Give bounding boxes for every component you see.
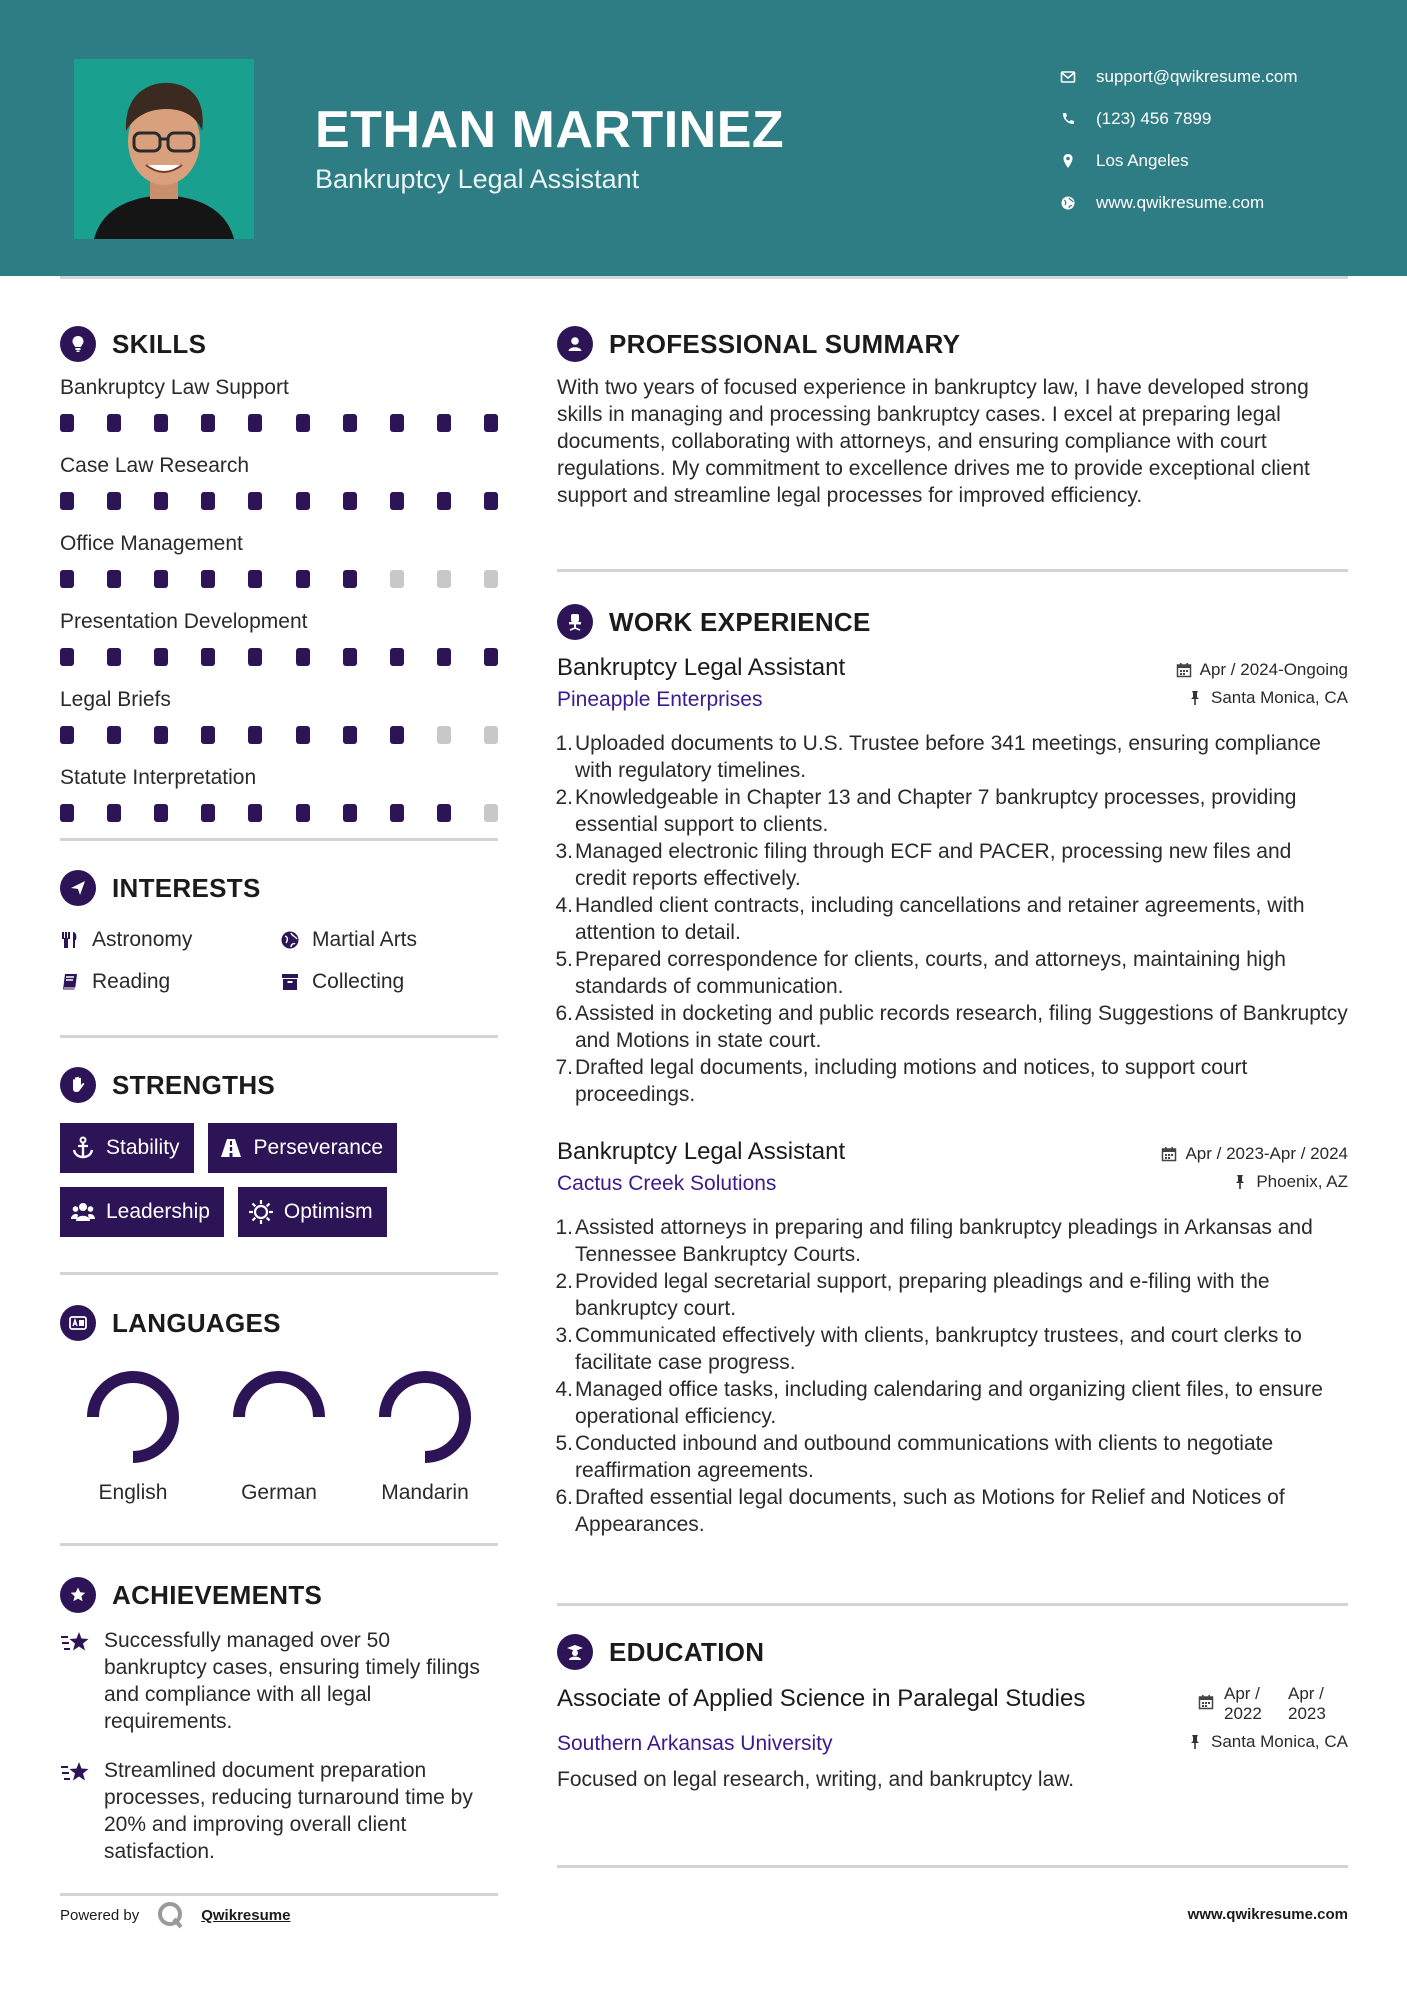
sun-icon: [248, 1199, 274, 1225]
contact-phone-text: (123) 456 7899: [1096, 109, 1212, 128]
education-header: [557, 1684, 1348, 1724]
skill-dot-filled: [390, 804, 404, 822]
education-location-text: Santa Monica, CA: [1210, 1732, 1348, 1751]
section-divider: [60, 1893, 498, 1896]
duty-item: 4. Managed office tasks, including calendaring and organizing client files, to ensure operational efficiency.: [555, 1378, 1323, 1428]
job-dates: [1176, 660, 1348, 680]
duty-text: Uploaded documents to U.S. Trustee before 341 meetings, ensuring compliance with regulatory timelines.: [575, 732, 1321, 782]
skill-name: Legal Briefs: [60, 688, 171, 711]
interest-label: Collecting: [312, 970, 405, 993]
duties-list: [557, 1214, 1348, 1538]
skill-dot-filled: [343, 648, 357, 666]
duty-item: 2. Knowledgeable in Chapter 13 and Chapter 7 bankruptcy processes, providing essential support to clients.: [555, 786, 1297, 836]
skill-dot-filled: [343, 414, 357, 432]
profile-photo: [74, 59, 254, 239]
languages-list: [60, 1367, 498, 1505]
languages-section: [60, 1305, 498, 1505]
interest-label: Martial Arts: [312, 928, 418, 951]
skills-heading: [60, 326, 498, 362]
paper-plane-icon: [60, 870, 96, 906]
skill-dot-filled: [248, 414, 262, 432]
anchor-icon: [70, 1135, 96, 1161]
skill-dot-filled: [343, 726, 357, 744]
interest-label: Astronomy: [92, 928, 193, 951]
skill-dot-filled: [60, 414, 74, 432]
skill-item: [60, 610, 498, 666]
skill-dot-empty: [484, 570, 498, 588]
calendar-icon: [1198, 1694, 1214, 1710]
contact-location-text: Los Angeles: [1096, 151, 1189, 170]
job-header: [557, 654, 1348, 682]
contact-email-text: support@qwikresume.com: [1096, 67, 1298, 86]
skill-dot-filled: [60, 726, 74, 744]
skill-level-dots: [60, 726, 498, 744]
achievements-title: ACHIEVEMENTS: [112, 1579, 323, 1610]
job-dates-text: Apr / 2023-Apr / 2024: [1185, 1144, 1348, 1163]
strength-tag: [60, 1187, 224, 1237]
summary-section: [557, 326, 1348, 509]
skill-dot-filled: [107, 492, 121, 510]
contact-list: [1050, 56, 1298, 224]
job-entry: [557, 1138, 1348, 1538]
education-section: [557, 1634, 1348, 1793]
users-icon: [70, 1199, 96, 1225]
duty-text: Handled client contracts, including cancellations and retainer agreements, with attention to detail.: [575, 894, 1305, 944]
skill-dot-filled: [154, 492, 168, 510]
section-divider: [557, 1865, 1348, 1868]
skill-dot-filled: [296, 648, 310, 666]
company-name: Cactus Creek Solutions: [557, 1172, 777, 1195]
achievement-item: [60, 1757, 498, 1865]
skill-dot-filled: [107, 648, 121, 666]
skill-dot-filled: [60, 492, 74, 510]
resume-header: [0, 0, 1407, 276]
duty-text: Drafted essential legal documents, such as Motions for Relief and Notices of Appearances.: [575, 1486, 1285, 1536]
duty-item: 6. Drafted essential legal documents, such as Motions for Relief and Notices of Appearances.: [555, 1486, 1285, 1536]
skill-dot-filled: [343, 804, 357, 822]
skill-dot-filled: [201, 726, 215, 744]
education-heading: [557, 1634, 1348, 1670]
section-divider: [557, 569, 1348, 572]
skill-dot-filled: [437, 648, 451, 666]
language-item: [60, 1367, 206, 1505]
experience-section: [557, 604, 1348, 1538]
strength-label: Stability: [106, 1136, 180, 1159]
skill-level-dots: [60, 570, 498, 588]
candidate-name: ETHAN MARTINEZ: [315, 101, 785, 159]
language-label: English: [98, 1481, 168, 1504]
job-title: Bankruptcy Legal Assistant: [557, 654, 846, 681]
strength-label: Perseverance: [253, 1136, 384, 1159]
achievement-text: Streamlined document preparation processes, reducing turnaround time by 20% and improving overall client satisfaction.: [104, 1759, 473, 1863]
utensils-icon: [60, 930, 80, 950]
strengths-title: STRENGTHS: [112, 1069, 276, 1100]
calendar-icon: [1176, 662, 1192, 678]
skill-dot-filled: [437, 492, 451, 510]
header-divider: [60, 276, 1348, 279]
job-header: [557, 1138, 1348, 1166]
skill-dot-filled: [60, 570, 74, 588]
star-badge-icon: [60, 1577, 96, 1613]
skill-dot-filled: [201, 804, 215, 822]
contact-website-text: www.qwikresume.com: [1096, 193, 1265, 212]
contact-email[interactable]: [1050, 56, 1298, 98]
duty-text: Conducted inbound and outbound communications with clients to negotiate reaffirmation agreements.: [575, 1432, 1274, 1482]
section-divider: [60, 838, 498, 841]
duty-text: Prepared correspondence for clients, courts, and attorneys, maintaining high standards of communication.: [575, 948, 1286, 998]
duty-item: 2. Provided legal secretarial support, preparing pleadings and e-filing with the bankruptcy court.: [555, 1270, 1270, 1320]
skill-dot-filled: [390, 492, 404, 510]
job-subheader: [557, 1172, 1348, 1196]
skill-dot-filled: [296, 726, 310, 744]
raised-hand-icon: [60, 1067, 96, 1103]
skill-dot-filled: [154, 414, 168, 432]
education-subheader: [557, 1732, 1348, 1756]
duty-text: Managed electronic filing through ECF and PACER, processing new files and credit reports effectively.: [575, 840, 1292, 890]
job-location: [1232, 1172, 1348, 1192]
book-icon: [60, 972, 80, 992]
duty-text: Drafted legal documents, including motions and notices, to support court proceedings.: [575, 1056, 1248, 1106]
skill-dot-filled: [60, 648, 74, 666]
globe-icon: [1050, 195, 1086, 211]
duty-item: 6. Assisted in docketing and public records research, filing Suggestions of Bankruptcy and Motions in state court.: [555, 1002, 1348, 1052]
envelope-icon: [1050, 69, 1086, 85]
strength-tag: [60, 1123, 194, 1173]
skill-dot-filled: [60, 804, 74, 822]
language-level-ring: [375, 1367, 475, 1467]
globe-icon: [280, 930, 300, 950]
duty-text: Assisted in docketing and public records research, filing Suggestions of Bankruptcy and Motions in state court.: [575, 1002, 1348, 1052]
education-end: Apr / 2023: [1288, 1684, 1326, 1723]
duty-item: 3. Communicated effectively with clients, bankruptcy trustees, and court clerks to facilitate case progress.: [555, 1324, 1302, 1374]
pushpin-icon: [1232, 1174, 1248, 1190]
skill-dot-filled: [437, 804, 451, 822]
language-label: German: [241, 1481, 317, 1504]
skill-dot-empty: [437, 726, 451, 744]
skill-dot-filled: [484, 648, 498, 666]
skill-dot-filled: [343, 570, 357, 588]
skill-name: Presentation Development: [60, 610, 308, 633]
interest-item: [60, 970, 280, 994]
skill-dot-filled: [484, 414, 498, 432]
interests-section: [60, 870, 498, 994]
skill-dot-filled: [248, 492, 262, 510]
interest-item: [280, 970, 498, 994]
graduate-icon: [557, 1634, 593, 1670]
office-chair-icon: [557, 604, 593, 640]
pushpin-icon: [1187, 690, 1203, 706]
duty-item: 4. Handled client contracts, including cancellations and retainer agreements, with attention to detail.: [555, 894, 1305, 944]
skill-dot-empty: [390, 570, 404, 588]
skill-dot-filled: [248, 648, 262, 666]
powered-by-label: Powered by: [60, 1906, 140, 1924]
contact-phone[interactable]: [1050, 98, 1298, 140]
skill-dot-filled: [437, 414, 451, 432]
footer-website[interactable]: www.qwikresume.com: [1187, 1906, 1348, 1923]
skills-section: [60, 326, 498, 844]
job-location-text: Phoenix, AZ: [1256, 1172, 1348, 1191]
strengths-section: [60, 1067, 498, 1237]
strength-label: Optimism: [283, 1200, 373, 1223]
duty-item: 1. Uploaded documents to U.S. Trustee before 341 meetings, ensuring compliance with regulatory timelines.: [555, 732, 1321, 782]
skill-dot-filled: [107, 414, 121, 432]
duty-text: Assisted attorneys in preparing and filing bankruptcy pleadings in Arkansas and Tennessee Bankruptcy Courts.: [575, 1216, 1313, 1266]
user-icon: [557, 326, 593, 362]
duty-item: 7. Drafted legal documents, including motions and notices, to support court proceedings.: [555, 1056, 1248, 1106]
road-icon: [218, 1135, 244, 1161]
duty-item: 5. Prepared correspondence for clients, courts, and attorneys, maintaining high standards of communication.: [555, 948, 1286, 998]
shooting-star-icon: [60, 1759, 92, 1787]
school-name: Southern Arkansas University: [557, 1732, 833, 1755]
skill-dot-filled: [390, 648, 404, 666]
skill-dot-filled: [201, 414, 215, 432]
strengths-heading: [60, 1067, 498, 1103]
summary-text: With two years of focused experience in bankruptcy law, I have developed strong skills in managing and processing bankruptcy cases. I excel at preparing legal documents, collaborating with attorneys, and ensuring compliance with court regulations. My commitment to excellence drives me to provide exceptional client support and streamline legal processes for improved efficiency.: [557, 376, 1310, 507]
skill-name: Office Management: [60, 532, 243, 555]
skill-level-dots: [60, 648, 498, 666]
interest-label: Reading: [92, 970, 171, 993]
contact-location: [1050, 140, 1298, 182]
education-location: [1187, 1732, 1348, 1752]
skill-dot-filled: [154, 648, 168, 666]
skill-dot-empty: [437, 570, 451, 588]
skill-dot-filled: [343, 492, 357, 510]
skill-dot-filled: [390, 726, 404, 744]
skill-dot-filled: [248, 804, 262, 822]
skill-dot-filled: [390, 414, 404, 432]
skill-dot-filled: [484, 492, 498, 510]
skills-title: SKILLS: [112, 328, 207, 359]
summary-heading: [557, 326, 1348, 362]
phone-icon: [1050, 111, 1086, 127]
skill-dot-filled: [201, 492, 215, 510]
duty-text: Provided legal secretarial support, preparing pleadings and e-filing with the bankruptcy court.: [575, 1270, 1270, 1320]
skill-dot-filled: [154, 804, 168, 822]
duty-item: 5. Conducted inbound and outbound communications with clients to negotiate reaffirmation agreements.: [555, 1432, 1274, 1482]
languages-title: LANGUAGES: [112, 1307, 281, 1338]
strength-label: Leadership: [106, 1200, 210, 1223]
map-pin-icon: [1050, 153, 1086, 169]
skill-dot-empty: [484, 726, 498, 744]
duty-text: Managed office tasks, including calendaring and organizing client files, to ensure operational efficiency.: [575, 1378, 1323, 1428]
skill-dot-filled: [107, 726, 121, 744]
job-dates: [1161, 1144, 1348, 1164]
education-dates: [1198, 1684, 1348, 1724]
language-level-ring: [229, 1367, 329, 1467]
interest-item: [60, 928, 280, 952]
skill-name: Statute Interpretation: [60, 766, 257, 789]
skill-dot-filled: [201, 570, 215, 588]
degree-name: Associate of Applied Science in Paralegal Studies: [557, 1685, 1086, 1712]
skill-dot-filled: [296, 804, 310, 822]
skill-item: [60, 688, 498, 744]
skill-name: Case Law Research: [60, 454, 250, 477]
achievements-heading: [60, 1577, 498, 1613]
interest-item: [280, 928, 498, 952]
skill-dot-empty: [484, 804, 498, 822]
skill-level-dots: [60, 414, 498, 432]
skill-dot-filled: [296, 492, 310, 510]
duty-item: 1. Assisted attorneys in preparing and filing bankruptcy pleadings in Arkansas and Tennessee Bankruptcy Courts.: [555, 1216, 1313, 1266]
job-location: [1187, 688, 1348, 708]
archive-box-icon: [280, 972, 300, 992]
education-start: Apr / 2022: [1224, 1684, 1262, 1723]
duty-text: Knowledgeable in Chapter 13 and Chapter 7 bankruptcy processes, providing essential support to clients.: [575, 786, 1297, 836]
language-item: [352, 1367, 498, 1505]
company-name: Pineapple Enterprises: [557, 688, 763, 711]
interests-list: [60, 928, 498, 994]
job-subheader: [557, 688, 1348, 712]
skill-name: Bankruptcy Law Support: [60, 376, 289, 399]
achievement-item: [60, 1627, 498, 1735]
education-description: Focused on legal research, writing, and bankruptcy law.: [557, 1768, 1075, 1791]
candidate-title: Bankruptcy Legal Assistant: [315, 164, 640, 194]
skill-level-dots: [60, 492, 498, 510]
section-divider: [557, 1603, 1348, 1606]
job-title: Bankruptcy Legal Assistant: [557, 1138, 846, 1165]
achievement-text: Successfully managed over 50 bankruptcy cases, ensuring timely filings and compliance with all legal requirements.: [104, 1629, 480, 1733]
qwikresume-logo-icon: [155, 1900, 185, 1930]
duty-item: 3. Managed electronic filing through ECF and PACER, processing new files and credit reports effectively.: [555, 840, 1292, 890]
interests-heading: [60, 870, 498, 906]
skill-dot-filled: [107, 570, 121, 588]
education-title: EDUCATION: [609, 1636, 765, 1667]
pushpin-icon: [1187, 1734, 1203, 1750]
skill-item: [60, 766, 498, 822]
languages-heading: [60, 1305, 498, 1341]
interests-title: INTERESTS: [112, 872, 261, 903]
experience-title: WORK EXPERIENCE: [609, 606, 871, 637]
strength-tag: [208, 1123, 398, 1173]
shooting-star-icon: [60, 1629, 92, 1657]
section-divider: [60, 1035, 498, 1038]
achievements-section: [60, 1577, 498, 1865]
skill-dot-filled: [248, 570, 262, 588]
duties-list: [557, 730, 1348, 1108]
job-dates-text: Apr / 2024-Ongoing: [1199, 660, 1348, 679]
duty-text: Communicated effectively with clients, bankruptcy trustees, and court clerks to facilitate case progress.: [575, 1324, 1302, 1374]
skill-dot-filled: [248, 726, 262, 744]
powered-by: [60, 1900, 290, 1930]
job-location-text: Santa Monica, CA: [1210, 688, 1348, 707]
experience-heading: [557, 604, 1348, 640]
language-label: Mandarin: [381, 1481, 469, 1504]
section-divider: [60, 1272, 498, 1275]
job-entry: [557, 654, 1348, 1108]
skill-level-dots: [60, 804, 498, 822]
skill-dot-filled: [154, 726, 168, 744]
language-card-icon: [60, 1305, 96, 1341]
language-level-ring: [83, 1367, 183, 1467]
qwikresume-link[interactable]: Qwikresume: [201, 1906, 291, 1924]
section-divider: [60, 1543, 498, 1546]
skill-item: [60, 376, 498, 432]
strengths-tags: [60, 1123, 498, 1237]
calendar-icon: [1161, 1146, 1177, 1162]
skill-item: [60, 454, 498, 510]
skill-dot-filled: [296, 570, 310, 588]
skill-dot-filled: [296, 414, 310, 432]
skill-dot-filled: [154, 570, 168, 588]
skill-item: [60, 532, 498, 588]
summary-title: PROFESSIONAL SUMMARY: [609, 328, 961, 359]
contact-website[interactable]: [1050, 182, 1298, 224]
skills-list: [60, 376, 498, 822]
strength-tag: [238, 1187, 387, 1237]
skill-dot-filled: [107, 804, 121, 822]
lightbulb-icon: [60, 326, 96, 362]
skill-dot-filled: [201, 648, 215, 666]
language-item: [206, 1367, 352, 1505]
